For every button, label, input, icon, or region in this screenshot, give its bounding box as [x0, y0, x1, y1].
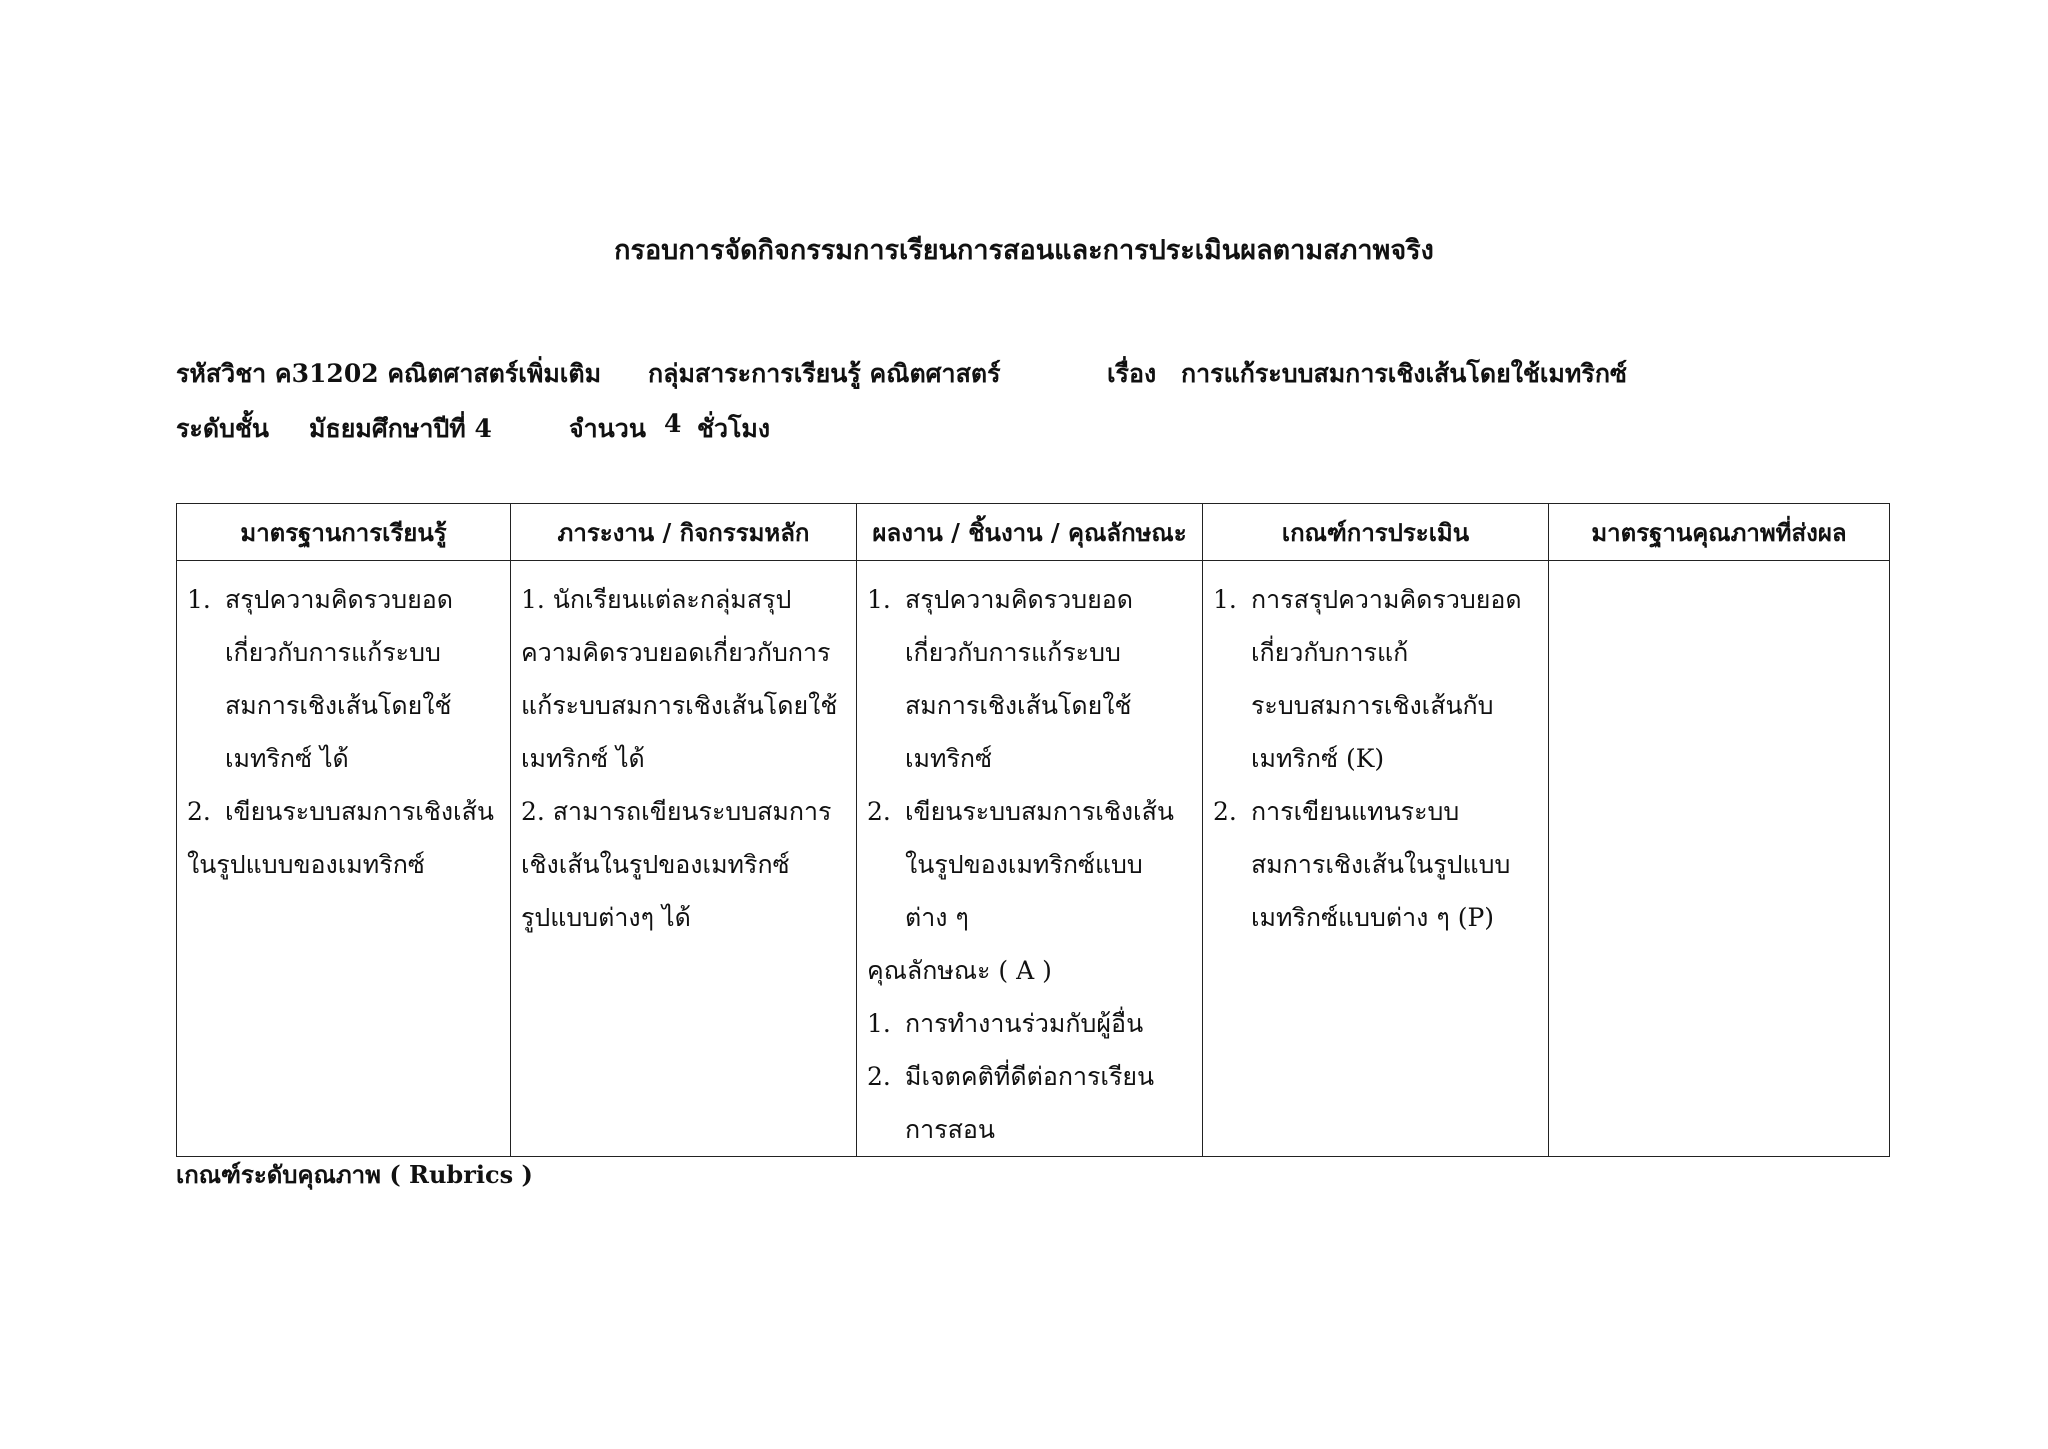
- cell-tasks: 1. นักเรียนแต่ละกลุ่มสรุป ความคิดรวบยอดเกี่ยวกับการ แก้ระบบสมการเชิงเส้นโดยใช้ เมทริกซ์ ได้ 2. สามารถเขียนระบบสมการ เชิงเส้นในรูปของเมทริกซ์ รูปแบบต่างๆ ได้: [511, 561, 857, 1157]
- header-outputs: ผลงาน / ชิ้นงาน / คุณลักษณะ: [857, 504, 1203, 561]
- list-item: 1. สรุปความคิดรวบยอด เกี่ยวกับการแก้ระบบ สมการเชิงเส้นโดยใช้ เมทริกซ์: [867, 585, 1134, 773]
- activity-table: [176, 503, 1890, 1157]
- topic: การแก้ระบบสมการเชิงเส้นโดยใช้เมทริกซ์: [1181, 359, 1627, 388]
- list-item: 2. การเขียนแทนระบบ สมการเชิงเส้นในรูปแบบ เมทริกซ์แบบต่าง ๆ (P): [1213, 797, 1511, 932]
- header-tasks: ภาระงาน / กิจกรรมหลัก: [511, 504, 857, 561]
- table-header-row: [177, 504, 1890, 561]
- list-item: 2. เขียนระบบสมการเชิงเส้น ในรูปของเมทริกซ์แบบ ต่าง ๆ: [867, 797, 1174, 932]
- hours-label: จำนวน: [569, 414, 646, 443]
- level-label: ระดับชั้น: [176, 414, 270, 443]
- subject-group: กลุ่มสาระการเรียนรู้ คณิตศาสตร์: [648, 359, 1001, 388]
- header-learning-standards: มาตรฐานการเรียนรู้: [177, 504, 511, 561]
- cell-quality-standards: [1549, 561, 1890, 1157]
- cell-outputs: [857, 561, 1203, 1157]
- level: มัธยมศึกษาปีที่ 4: [309, 414, 492, 443]
- cell-criteria: [1203, 561, 1549, 1157]
- header-criteria: เกณฑ์การประเมิน: [1203, 504, 1549, 561]
- list-item: 1. สรุปความคิดรวบยอด เกี่ยวกับการแก้ระบบ สมการเชิงเส้นโดยใช้ เมทริกซ์ ได้: [187, 585, 454, 773]
- header-quality-standards: มาตรฐานคุณภาพที่ส่งผล: [1549, 504, 1890, 561]
- page-title: กรอบการจัดกิจกรรมการเรียนการสอนและการประเมินผลตามสภาพจริง: [614, 235, 1434, 266]
- list-item: 2. เขียนระบบสมการเชิงเส้น: [187, 797, 494, 826]
- table-row: [177, 561, 1890, 1157]
- list-item: 1. การสรุปความคิดรวบยอด เกี่ยวกับการแก้ ระบบสมการเชิงเส้นกับ เมทริกซ์ (K): [1213, 585, 1522, 773]
- list-item: 1. การทำงานร่วมกับผู้อื่น: [867, 1009, 1144, 1038]
- hours: 4: [664, 409, 682, 438]
- list-item-continuation: ในรูปแบบของเมทริกซ์: [187, 850, 425, 879]
- cell-learning-standards: [177, 561, 511, 1157]
- attribute-heading: คุณลักษณะ ( A ): [867, 956, 1052, 985]
- list-item: 2. มีเจตคติที่ดีต่อการเรียน การสอน: [867, 1062, 1155, 1144]
- hours-unit: ชั่วโมง: [697, 414, 771, 443]
- course-code: รหัสวิชา ค31202 คณิตศาสตร์เพิ่มเติม: [176, 359, 602, 388]
- rubric-heading: เกณฑ์ระดับคุณภาพ ( Rubrics ): [176, 1160, 533, 1189]
- topic-label: เรื่อง: [1107, 359, 1157, 388]
